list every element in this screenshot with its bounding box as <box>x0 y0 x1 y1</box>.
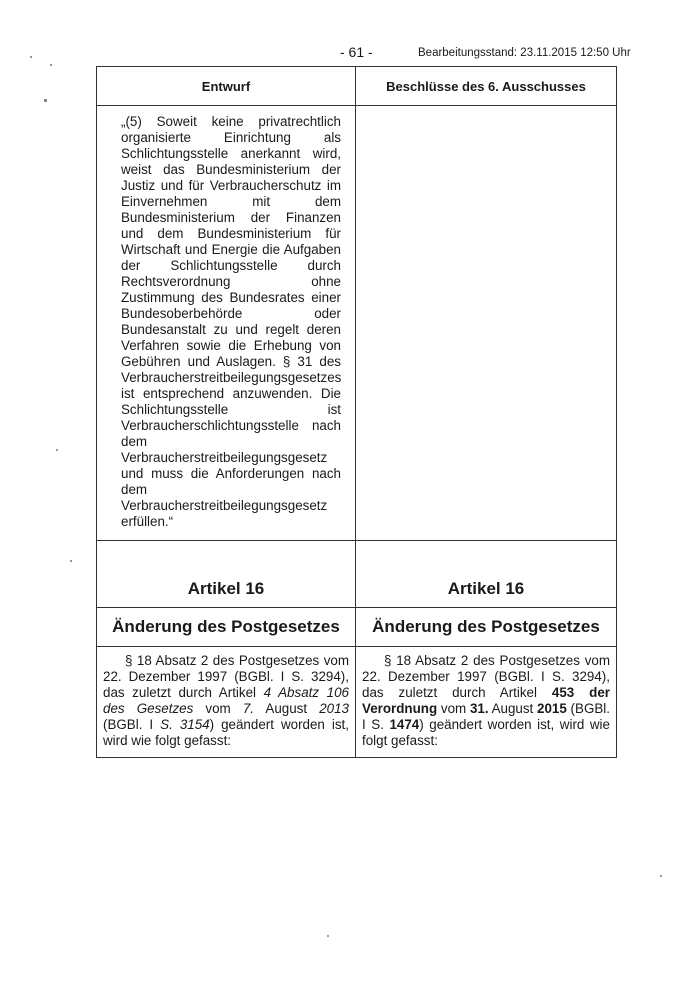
text-segment-italic: 2013 <box>319 701 349 716</box>
text-segment: § 18 Absatz 2 des Postgesetzes vom 22. Dezember 1997 (BGBl. I S. 3294), das zuletzt durch Artikel <box>362 653 610 700</box>
text-segment-bold: 1474 <box>389 717 420 732</box>
amendment-text-left <box>97 647 356 758</box>
scan-speck <box>327 935 329 937</box>
text-segment: ) geändert worden ist, wird wie folgt gefasst: <box>362 717 610 748</box>
text-segment-italic: S. 3154 <box>160 717 210 732</box>
text-segment: (BGBl. I <box>103 717 161 732</box>
text-segment: vom <box>193 701 243 716</box>
text-segment: § 18 Absatz 2 des Postgesetzes vom 22. Dezember 1997 (BGBl. I S. 3294), das zuletzt durch Artikel <box>103 653 349 700</box>
text-segment-italic: 4 Absatz 106 des Gesetzes <box>103 685 349 716</box>
text-segment: vom <box>437 701 470 716</box>
column-header-draft: Entwurf <box>97 67 356 106</box>
article-title-right: Änderung des Postgesetzes <box>356 608 617 647</box>
article-heading-left: Artikel 16 <box>97 541 356 608</box>
text-segment-italic: 7. <box>242 701 254 716</box>
text-segment-bold: 31. <box>469 701 489 716</box>
scan-speck <box>50 64 52 66</box>
processing-status: Bearbeitungsstand: 23.11.2015 12:50 Uhr <box>418 47 631 59</box>
column-header-committee: Beschlüsse des 6. Ausschusses <box>356 67 617 106</box>
paragraph-5-text: „(5) Soweit keine privatrechtlich organisierte Einrichtung als Schlichtungsstelle anerkannt wird, weist das Bundesministerium der Justiz und für Verbraucherschutz im Einvernehmen mit dem Bundesministerium der Finanzen und dem Bundesministerium für Wirtschaft und Energie die Aufgaben der Schlichtungsstelle durch Rechtsverordnung ohne Zustimmung des Bundesrates einer Bundesoberbehörde oder Bundesanstalt zu und regelt deren Verfahren sowie die Erhebung von Gebühren und Auslagen. § 31 des Verbraucherstreitbeilegungsgesetzes ist entsprechend anzuwenden. Die Schlichtungsstelle ist Verbraucherschlichtungsstelle nach dem Verbraucherstreitbeilegungsgesetz und muss die Anforderungen nach dem Verbraucherstreitbeilegungsgesetz erfüllen.“ <box>97 106 356 541</box>
article-heading-right: Artikel 16 <box>356 541 617 608</box>
text-segment: August <box>254 701 320 716</box>
text-segment: (BGBl. I S. <box>362 701 610 732</box>
synopsis-table <box>96 66 617 758</box>
amendment-text-right <box>356 647 617 758</box>
page-number: - 61 - <box>340 44 373 60</box>
scan-speck <box>660 875 662 877</box>
empty-committee-cell <box>356 106 617 541</box>
scan-speck <box>44 99 47 102</box>
scan-speck <box>30 56 32 58</box>
scan-speck <box>56 449 58 451</box>
text-segment-bold: 2015 <box>537 701 567 716</box>
article-title-left: Änderung des Postgesetzes <box>97 608 356 647</box>
text-segment: ) geändert worden ist, wird wie folgt gefasst: <box>103 717 349 748</box>
scan-speck <box>70 560 72 562</box>
text-segment: August <box>488 701 538 716</box>
text-segment-bold: 453 der Verordnung <box>362 685 610 716</box>
